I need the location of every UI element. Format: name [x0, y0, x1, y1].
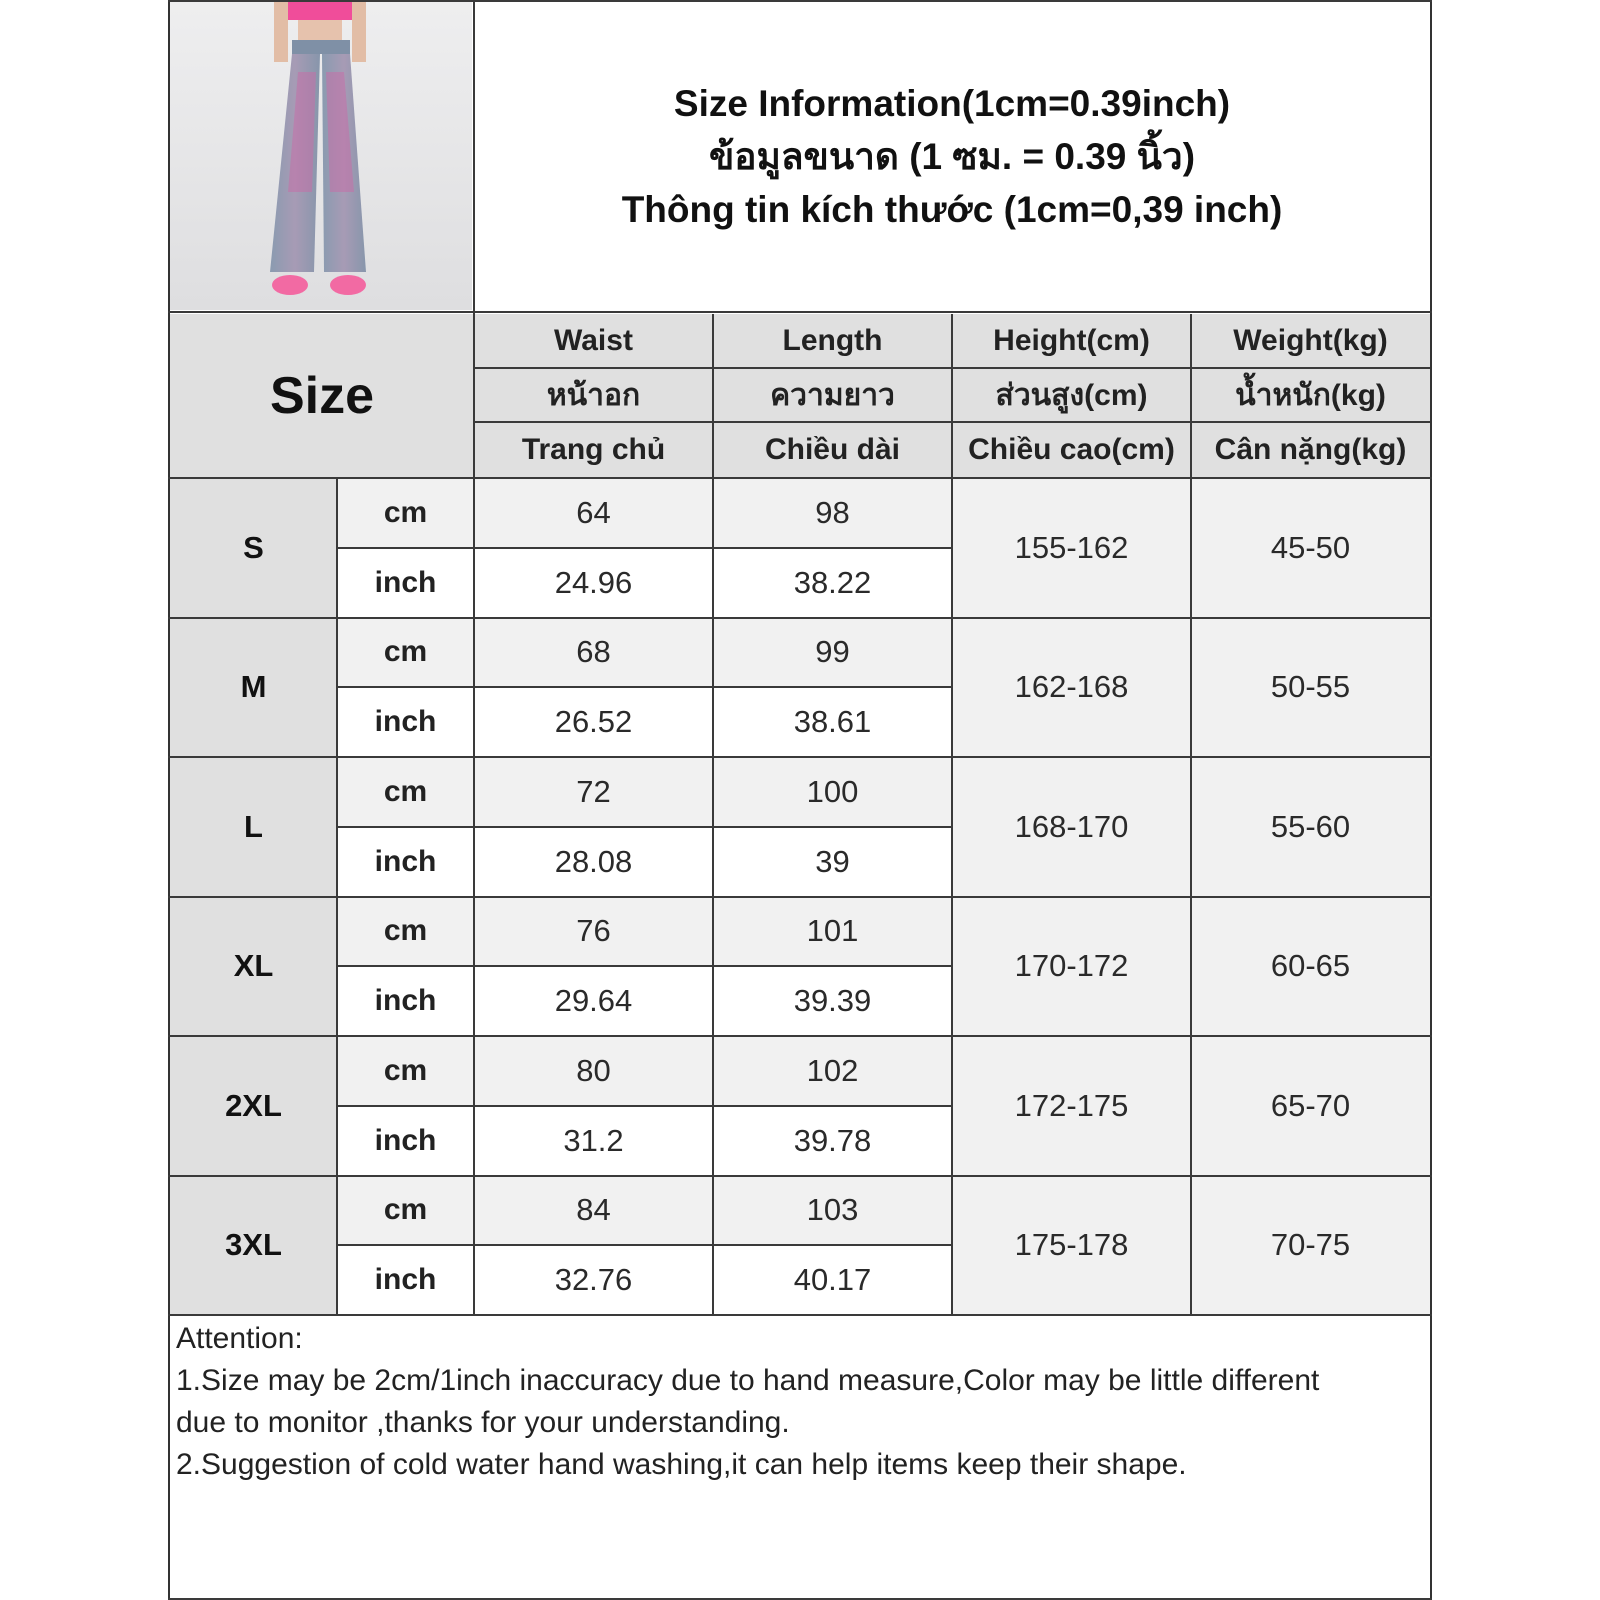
weight-range: 45-50 — [1191, 478, 1430, 618]
grid-line — [1190, 314, 1192, 1315]
top-border — [168, 0, 1432, 2]
column-header-en: Waist — [474, 314, 713, 368]
notes-line-2: due to monitor ,thanks for your understanding. — [176, 1406, 790, 1439]
product-photo — [170, 2, 472, 310]
title-block — [474, 2, 1430, 310]
height-range: 172-175 — [952, 1036, 1191, 1176]
unit-label-inch: inch — [337, 966, 474, 1036]
waist-cm: 68 — [474, 618, 713, 688]
length-inch: 40.17 — [713, 1245, 952, 1315]
grid-line — [168, 617, 1432, 619]
unit-label-inch: inch — [337, 548, 474, 618]
length-inch: 38.61 — [713, 687, 952, 757]
size-label: L — [170, 757, 337, 897]
weight-range: 65-70 — [1191, 1036, 1430, 1176]
size-label: XL — [170, 897, 337, 1037]
title-thai: ข้อมูลขนาด (1 ซม. = 0.39 นิ้ว) — [708, 135, 1196, 177]
length-cm: 98 — [713, 478, 952, 548]
waist-cm: 76 — [474, 897, 713, 967]
height-range: 155-162 — [952, 478, 1191, 618]
grid-line — [337, 1244, 952, 1246]
length-cm: 102 — [713, 1036, 952, 1106]
waist-cm: 64 — [474, 478, 713, 548]
column-header-th: ส่วนสูง(cm) — [952, 368, 1191, 422]
height-range: 162-168 — [952, 618, 1191, 758]
column-header-vi: Chiều dài — [713, 422, 952, 478]
weight-range: 50-55 — [1191, 618, 1430, 758]
unit-label-inch: inch — [337, 1245, 474, 1315]
grid-line — [337, 965, 952, 967]
grid-line — [168, 311, 1432, 313]
grid-line — [337, 686, 952, 688]
waist-inch: 24.96 — [474, 548, 713, 618]
waist-inch: 32.76 — [474, 1245, 713, 1315]
grid-line — [168, 1175, 1432, 1177]
length-cm: 99 — [713, 618, 952, 688]
grid-line — [951, 314, 953, 1315]
grid-line — [168, 1035, 1432, 1037]
notes-line-1: 1.Size may be 2cm/1inch inaccuracy due to hand measure,Color may be little different — [176, 1364, 1320, 1397]
grid-line — [168, 896, 1432, 898]
grid-line — [168, 756, 1432, 758]
waist-inch: 28.08 — [474, 827, 713, 897]
size-label: S — [170, 478, 337, 618]
grid-line — [337, 1105, 952, 1107]
length-inch: 39 — [713, 827, 952, 897]
column-header-th: ความยาว — [713, 368, 952, 422]
unit-label-inch: inch — [337, 1106, 474, 1176]
weight-range: 55-60 — [1191, 757, 1430, 897]
length-inch: 39.78 — [713, 1106, 952, 1176]
size-label: 3XL — [170, 1176, 337, 1316]
grid-line — [336, 478, 338, 1315]
grid-line — [337, 547, 952, 549]
unit-label-cm: cm — [337, 1176, 474, 1246]
waist-cm: 84 — [474, 1176, 713, 1246]
unit-label-inch: inch — [337, 827, 474, 897]
column-header-en: Length — [713, 314, 952, 368]
size-header — [170, 314, 474, 478]
length-cm: 101 — [713, 897, 952, 967]
attention-notes — [176, 1318, 1416, 1486]
length-cm: 100 — [713, 757, 952, 827]
unit-label-inch: inch — [337, 687, 474, 757]
waist-inch: 31.2 — [474, 1106, 713, 1176]
unit-label-cm: cm — [337, 478, 474, 548]
model-illustration — [170, 2, 472, 310]
notes-heading: Attention: — [176, 1322, 303, 1355]
length-inch: 39.39 — [713, 966, 952, 1036]
grid-line — [712, 314, 714, 1315]
unit-label-cm: cm — [337, 757, 474, 827]
unit-label-cm: cm — [337, 897, 474, 967]
waist-cm: 72 — [474, 757, 713, 827]
size-label: M — [170, 618, 337, 758]
column-header-th: น้ำหนัก(kg) — [1191, 368, 1430, 422]
unit-label-cm: cm — [337, 618, 474, 688]
weight-range: 70-75 — [1191, 1176, 1430, 1316]
length-inch: 38.22 — [713, 548, 952, 618]
column-header-vi: Trang chủ — [474, 422, 713, 478]
title-vietnamese: Thông tin kích thước (1cm=0,39 inch) — [621, 188, 1283, 230]
size-header-label: Size — [269, 367, 375, 425]
grid-line — [168, 477, 1432, 479]
height-range: 175-178 — [952, 1176, 1191, 1316]
waist-cm: 80 — [474, 1036, 713, 1106]
height-range: 168-170 — [952, 757, 1191, 897]
weight-range: 60-65 — [1191, 897, 1430, 1037]
column-header-vi: Cân nặng(kg) — [1191, 422, 1430, 478]
waist-inch: 26.52 — [474, 687, 713, 757]
unit-label-cm: cm — [337, 1036, 474, 1106]
length-cm: 103 — [713, 1176, 952, 1246]
grid-line — [168, 1314, 1432, 1316]
notes-line-3: 2.Suggestion of cold water hand washing,it can help items keep their shape. — [176, 1448, 1187, 1481]
column-header-th: หน้าอก — [474, 368, 713, 422]
height-range: 170-172 — [952, 897, 1191, 1037]
waist-inch: 29.64 — [474, 966, 713, 1036]
title-english: Size Information(1cm=0.39inch) — [673, 82, 1231, 124]
column-header-en: Height(cm) — [952, 314, 1191, 368]
grid-line — [337, 826, 952, 828]
column-header-en: Weight(kg) — [1191, 314, 1430, 368]
size-label: 2XL — [170, 1036, 337, 1176]
grid-line — [473, 314, 475, 1315]
column-header-vi: Chiều cao(cm) — [952, 422, 1191, 478]
